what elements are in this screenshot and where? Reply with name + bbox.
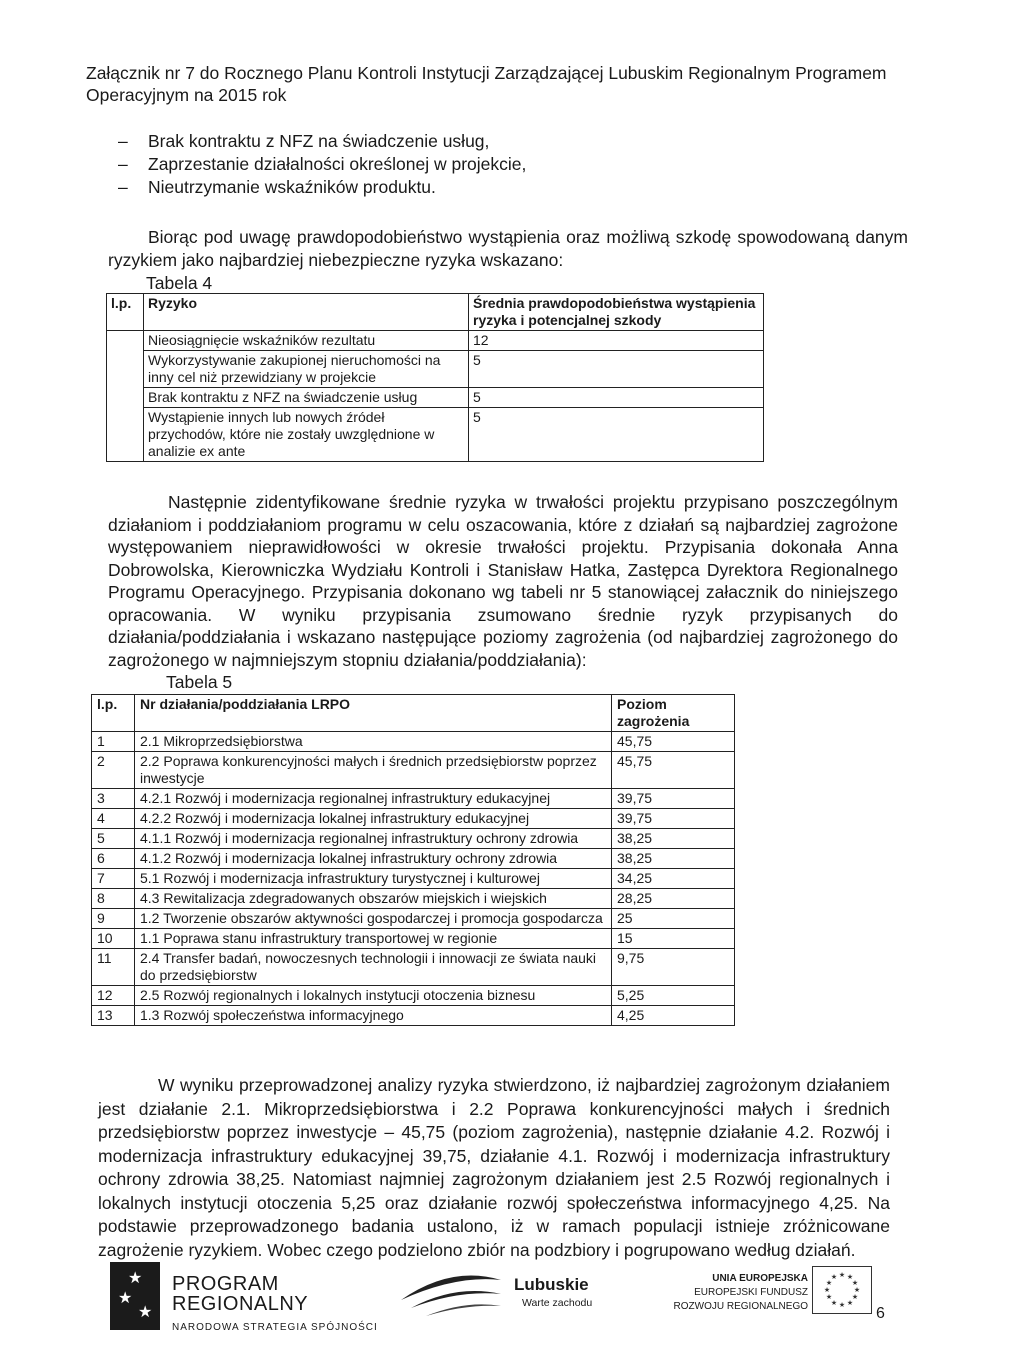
list-item: – Zaprzestanie działalności określonej w projekcie, [118, 154, 527, 174]
table-row: 6 4.1.2 Rozwój i modernizacja lokalnej infrastruktury ochrony zdrowia 38,25 [92, 849, 735, 869]
table-row: 8 4.3 Rewitalizacja zdegradowanych obszarów miejskich i wiejskich 28,25 [92, 889, 735, 909]
eu-flag-icon [812, 1266, 872, 1314]
table4-label: Tabela 4 [146, 273, 213, 293]
svg-text:★: ★ [851, 1279, 859, 1287]
table-row: 9 1.2 Tworzenie obszarów aktywności gospodarczej i promocja gospodarcza 25 [92, 909, 735, 929]
table-header: Ryzyko [144, 294, 469, 331]
table-row [107, 351, 764, 388]
paragraph-intro: Biorąc pod uwagę prawdopodobieństwo wystąpienia oraz możliwą szkodę spowodowaną danym ryzykiem jako najbardziej niebezpieczne ryzyka wskazano: Tabela 4 [108, 227, 908, 293]
risk-value: 5 [469, 388, 764, 408]
table-5 [91, 694, 735, 1026]
svg-text:★: ★ [830, 1273, 838, 1281]
paragraph-conclusion: W wyniku przeprowadzonej analizy ryzyka stwierdzono, iż najbardziej zagrożonym działaniem jest działanie 2.1. Mikroprzedsiębiorstwa i 2.2 Poprawa konkurencyjności małych i średnich przedsiębiorstw poprzez inwestycje – 45,75 (poziom zagrożenia), następnie działanie 4.2. Rozwój i modernizacja infrastruktury edukacyjnej 39,75, działanie 4.1. Rozwój i modernizacja infrastruktury ochrony zdrowia 38,25. Natomiast najmniej zagrożonym działaniem jest 2.5 Rozwój regionalnych i lokalnych instytucji otoczenia 5,25 oraz działanie rozwój społeczeństwa informacyjnego 4,25. Na podstawie przeprowadzonego badania ustalono, iż w ramach populacji istnieje zróżnicowane zagrożenie ryzykiem. Wobec czego podzielono zbiór na podzbiory i pogrupowano według działań. [98, 1075, 890, 1260]
svg-text:★: ★ [838, 1301, 846, 1309]
table-row [107, 408, 764, 462]
list-item: – Nieutrzymanie wskaźników produktu. [118, 177, 436, 197]
table-row: 2 2.2 Poprawa konkurencyjności małych i średnich przedsiębiorstw poprzez inwestycje 45,75 [92, 752, 735, 789]
program-regionalny-logo-icon: ★ ★ ★ [110, 1262, 160, 1330]
lubuskie-logo: Lubuskie Warte zachodu [514, 1275, 593, 1309]
table-row: 5 4.1.1 Rozwój i modernizacja regionalnej infrastruktury ochrony zdrowia 38,25 [92, 829, 735, 849]
risk-value: 5 [469, 351, 764, 388]
table-header: Nr działania/poddziałania LRPO [135, 695, 612, 732]
header-line-2: Operacyjnym na 2015 rok [86, 85, 287, 105]
table-header: Poziom zagrożenia [612, 695, 735, 732]
lubuskie-swoosh-icon [396, 1270, 506, 1320]
table-row: 4 4.2.2 Rozwój i modernizacja lokalnej infrastruktury edukacyjnej 39,75 [92, 809, 735, 829]
risk-name: Brak kontraktu z NFZ na świadczenie usług [144, 388, 469, 408]
risk-value: 12 [469, 331, 764, 351]
header-line-1: Załącznik nr 7 do Rocznego Planu Kontroli Instytucji Zarządzającej Lubuskim Regionalnym Programem [86, 63, 887, 83]
table-row [107, 388, 764, 408]
table-row: 10 1.1 Poprawa stanu infrastruktury transportowej w regionie 15 [92, 929, 735, 949]
table-header: Średnia prawdopodobieństwa wystąpienia ryzyka i potencjalnej szkody [469, 294, 764, 331]
svg-text:★: ★ [851, 1293, 859, 1301]
table-row: 13 1.3 Rozwój społeczeństwa informacyjnego 4,25 [92, 1006, 735, 1026]
table-header: l.p. [107, 294, 144, 331]
table-row: 1 2.1 Mikroprzedsiębiorstwa 45,75 [92, 732, 735, 752]
table-4 [106, 293, 764, 462]
table-header: l.p. [92, 695, 135, 732]
program-regionalny-logo: PROGRAM REGIONALNY NARODOWA STRATEGIA SPÓJNOŚCI [172, 1273, 378, 1333]
svg-text:★: ★ [830, 1299, 838, 1307]
svg-text:★: ★ [838, 1271, 846, 1279]
risk-name: Wykorzystywanie zakupionej nieruchomości na inny cel niż przewidziany w projekcie [144, 351, 469, 388]
risk-value: 5 [469, 408, 764, 462]
svg-text:★: ★ [846, 1299, 854, 1307]
table-row: 11 2.4 Transfer badań, nowoczesnych technologii i innowacji ze świata nauki do przedsiębiorstw 9,75 [92, 949, 735, 986]
bullet-list [118, 130, 526, 199]
page-number: 6 [876, 1305, 885, 1322]
table-row: 3 4.2.1 Rozwój i modernizacja regionalnej infrastruktury edukacyjnej 39,75 [92, 789, 735, 809]
list-item: – Brak kontraktu z NFZ na świadczenie usług, [118, 131, 490, 151]
table-row [107, 331, 764, 351]
svg-text:★: ★ [823, 1286, 831, 1294]
svg-text:★: ★ [846, 1273, 854, 1281]
svg-text:★: ★ [825, 1293, 833, 1301]
paragraph-assignment: Następnie zidentyfikowane średnie ryzyka w trwałości projektu przypisano poszczególnym działaniom i poddziałaniom programu w celu oszacowania, które z działań są najbardziej zagrożone występowaniem nieprawidłowości w okresie trwałości projektu. Przypisania dokonała Anna Dobrowolska, Kierowniczka Wydziału Kontroli i Stanisław Hatka, Zastępca Dyrektora Regionalnego Programu Operacyjnego. Przypisania dokonano wg tabeli nr 5 stanowiącej załacznik do niniejszego opracowania. W wyniku przypisania zsumowano średnie ryzyk przypisanych do działania/poddziałania i wskazano następujące poziomy zagrożenia (od najbardziej zagrożonego do zagrożonego w najmniejszym stopniu działania/poddziałania): Tabela 5 [108, 492, 898, 692]
table5-label: Tabela 5 [166, 672, 233, 692]
risk-name: Wystąpienie innych lub nowych źródeł przychodów, które nie zostały uwzględnione w analizie ex ante [144, 408, 469, 462]
risk-name: Nieosiągnięcie wskaźników rezultatu [144, 331, 469, 351]
table-row: 12 2.5 Rozwój regionalnych i lokalnych instytucji otoczenia biznesu 5,25 [92, 986, 735, 1006]
eu-fund-label: UNIA EUROPEJSKA EUROPEJSKI FUNDUSZ ROZWOJU REGIONALNEGO [673, 1273, 808, 1312]
table-row: 7 5.1 Rozwój i modernizacja infrastruktury turystycznej i kulturowej 34,25 [92, 869, 735, 889]
svg-text:★: ★ [825, 1279, 833, 1287]
svg-text:★: ★ [853, 1286, 861, 1294]
document-header [86, 62, 946, 106]
